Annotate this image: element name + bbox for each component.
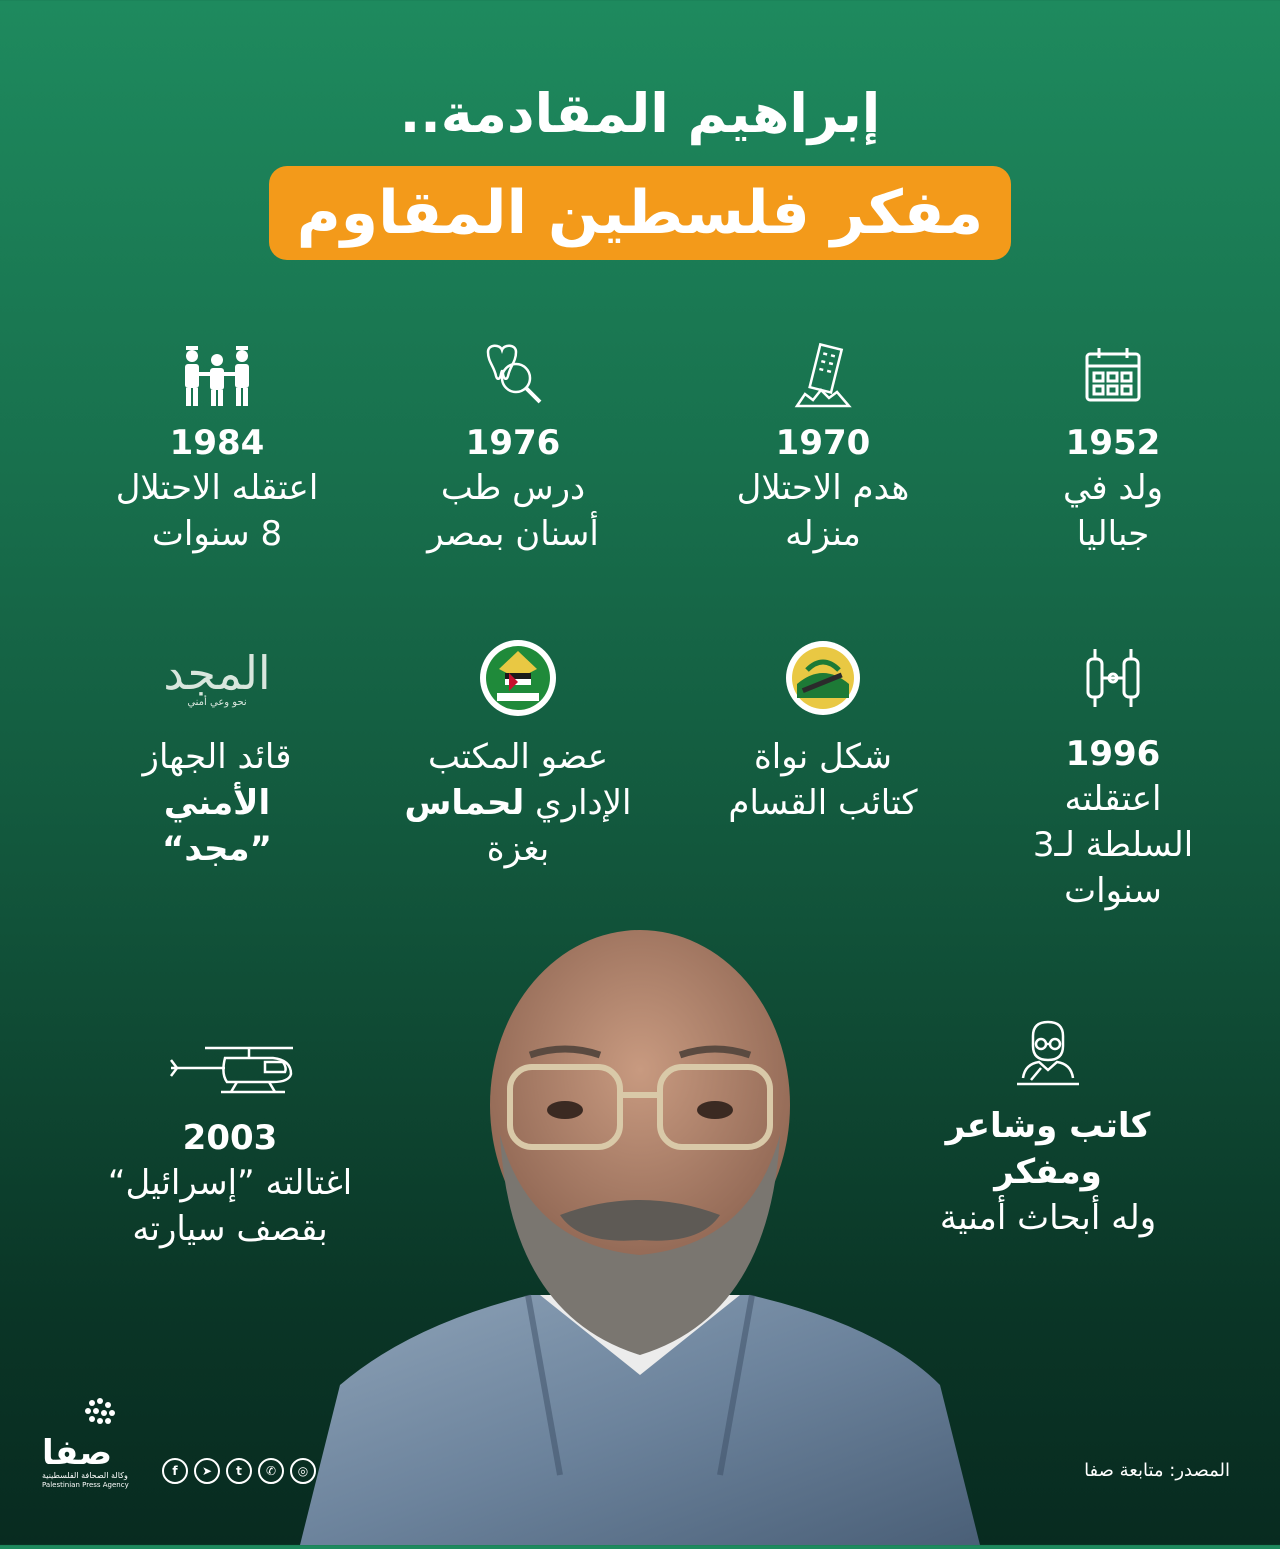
item-text-line1: اعتقلته <box>1064 779 1162 819</box>
item-text-line3: بغزة <box>486 829 550 869</box>
item-text-line2: بقصف سيارته <box>132 1209 328 1249</box>
item-text-line2: كتائب القسام <box>728 783 918 823</box>
item-text-line3: سنوات <box>1064 871 1162 911</box>
majd-logo <box>67 638 367 718</box>
year-label: 1976 <box>465 423 561 463</box>
writer-icon <box>898 1015 1198 1095</box>
item-text-line1: قائد الجهاز <box>142 737 292 777</box>
qassam-logo <box>673 638 973 718</box>
page-subtitle-badge: مفكر فلسطين المقاوم <box>269 166 1011 260</box>
source-credit: المصدر: متابعة صفا <box>1084 1460 1230 1481</box>
calendar-icon <box>963 335 1263 415</box>
majd-logo-text: المجد <box>163 645 271 700</box>
timeline-item-1970 <box>673 335 973 557</box>
item-text-line2: الأمني <box>163 783 271 823</box>
safa-logo-text: صفا <box>42 1433 113 1473</box>
item-text-line1: درس طب <box>440 468 586 508</box>
safa-logo <box>42 1395 157 1505</box>
majd-item <box>67 638 367 872</box>
writer-item <box>898 1015 1198 1241</box>
item-text-line1: كاتب وشاعر <box>945 1106 1151 1146</box>
timeline-item-1996 <box>963 638 1263 914</box>
item-text-line2: ومفكر <box>994 1152 1102 1192</box>
item-text-line1: عضو المكتب <box>427 737 609 777</box>
timeline-item-1952 <box>963 335 1263 557</box>
qassam-item <box>673 638 973 826</box>
timeline-item-1976 <box>363 335 663 557</box>
item-text-line3: ”مجد“ <box>162 829 272 869</box>
timeline-item-2003 <box>80 1030 380 1252</box>
year-label: 1952 <box>1065 423 1161 463</box>
item-text-line1: اعتقله الاحتلال <box>115 468 319 508</box>
item-text-line2: جباليا <box>1076 514 1150 554</box>
agency-name-ar: وكالة الصحافة الفلسطينية <box>42 1471 128 1480</box>
item-text-line2: السلطة لـ3 <box>1032 825 1194 865</box>
item-text-line2: 8 سنوات <box>151 514 283 554</box>
tooth-search-icon <box>363 335 663 415</box>
twitter-icon[interactable]: t <box>226 1458 252 1484</box>
hamas-item <box>368 638 668 872</box>
item-text-line1: هدم الاحتلال <box>736 468 910 508</box>
item-text-line1: اغتالته ”إسرائيل“ <box>107 1163 353 1203</box>
helicopter-icon <box>80 1030 380 1110</box>
instagram-icon[interactable]: ◎ <box>290 1458 316 1484</box>
year-label: 1970 <box>775 423 871 463</box>
prisoner-guards-icon <box>67 335 367 415</box>
item-text-line2: أسنان بمصر <box>427 514 599 554</box>
page-title: إبراهيم المقادمة.. <box>399 82 881 145</box>
whatsapp-icon[interactable]: ✆ <box>258 1458 284 1484</box>
timeline-item-1984 <box>67 335 367 557</box>
portrait-photo <box>300 915 980 1545</box>
hamas-logo <box>368 638 668 718</box>
item-text-line2: منزله <box>785 514 861 554</box>
majd-logo-subtext: نحو وعي أمني <box>187 696 247 708</box>
agency-name-en: Palestinian Press Agency <box>42 1481 129 1489</box>
year-label: 2003 <box>182 1118 278 1158</box>
item-text-pre: الإداري <box>535 783 632 823</box>
item-text-line1: شكل نواة <box>753 737 893 777</box>
facebook-icon[interactable]: f <box>162 1458 188 1484</box>
year-label: 1996 <box>1065 734 1161 774</box>
social-links <box>162 1458 316 1484</box>
item-text-line1: ولد في <box>1062 468 1164 508</box>
handcuffs-icon <box>963 638 1263 718</box>
item-text-line3: وله أبحاث أمنية <box>939 1198 1157 1238</box>
item-text-line2 <box>368 780 668 826</box>
telegram-icon[interactable]: ➤ <box>194 1458 220 1484</box>
year-label: 1984 <box>169 423 265 463</box>
collapsing-building-icon <box>673 335 973 415</box>
hamas-bold-text: لحماس <box>404 783 525 823</box>
